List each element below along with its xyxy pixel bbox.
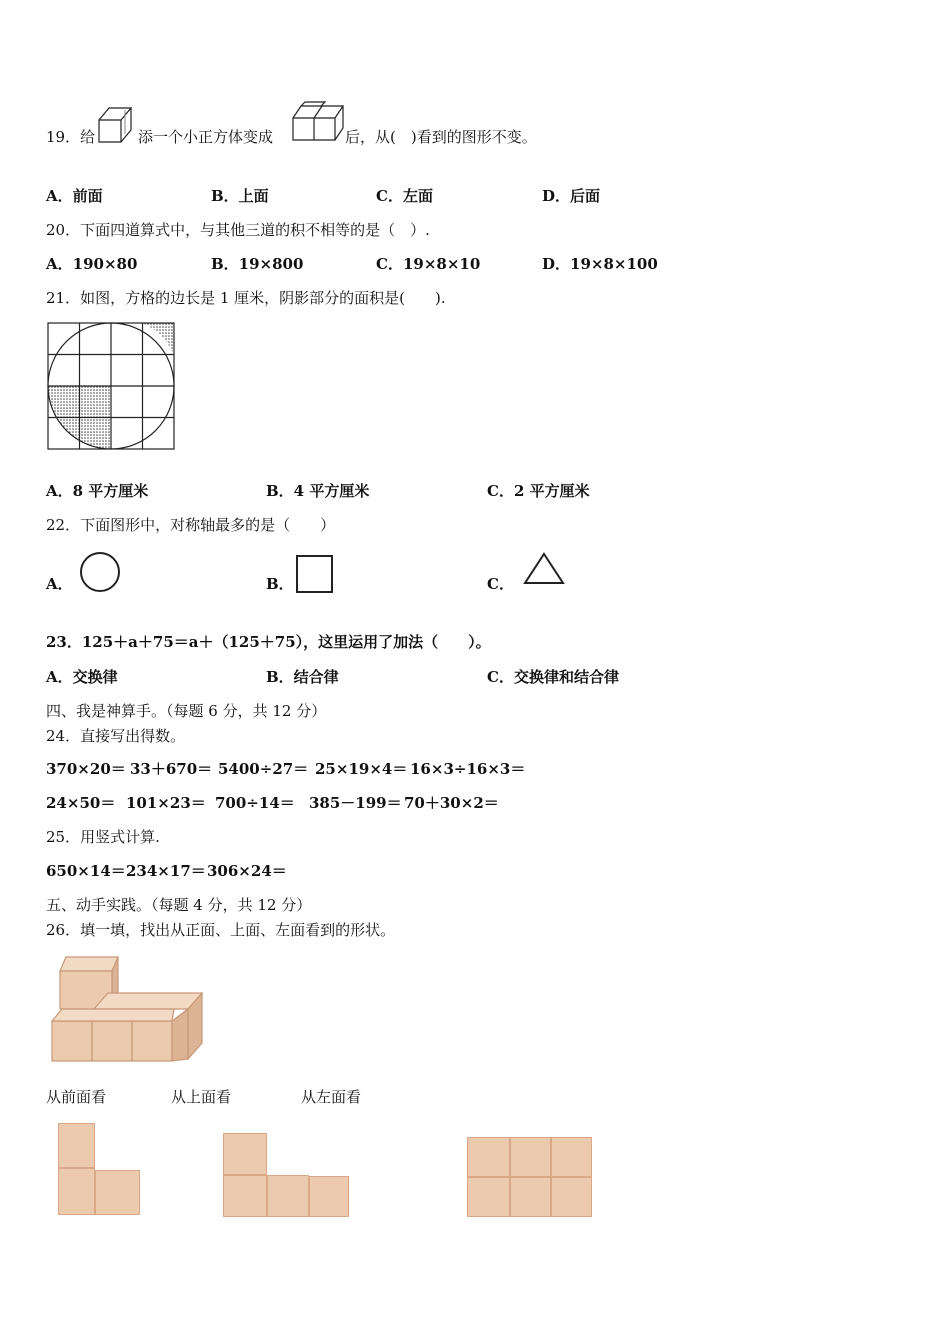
q19-option-d[interactable]: D．后面	[542, 187, 601, 205]
q25-item: 234×17＝	[126, 862, 206, 880]
q25-item: 650×14＝	[46, 862, 126, 880]
q24-item: 24×50＝	[46, 794, 116, 812]
single-cube-stack-icon	[97, 104, 135, 144]
q26-question: 26．填一填，找出从正面、上面、左面看到的形状。	[46, 921, 396, 939]
q21-option-a[interactable]: A．8 平方厘米	[46, 482, 149, 500]
q19-option-a[interactable]: A．前面	[46, 187, 103, 205]
q24-item: 370×20＝	[46, 760, 126, 778]
view-label-left: 从左面看	[301, 1088, 362, 1106]
q21-option-b[interactable]: B．4 平方厘米	[266, 482, 370, 500]
q19-suffix: 后，从( )看到的图形不变。	[345, 128, 537, 146]
q23-question: 23．125＋a＋75＝a＋（125＋75），这里运用了加法（ ）。	[46, 633, 491, 651]
q22-option-b[interactable]: B．	[266, 575, 294, 593]
q20-option-c[interactable]: C．19×8×10	[376, 255, 481, 273]
q22-option-a[interactable]: A．	[46, 575, 73, 593]
q24-item: 16×3÷16×3＝	[410, 760, 526, 778]
q24-item: 25×19×4＝	[315, 760, 408, 778]
q23-option-b[interactable]: B．结合律	[266, 668, 339, 686]
section-5-heading: 五、动手实践。（每题 4 分，共 12 分）	[46, 896, 312, 914]
q22-question: 22．下面图形中，对称轴最多的是（ ）	[46, 516, 336, 534]
q24-item: 70＋30×2＝	[404, 794, 499, 812]
circle-shape-icon	[80, 552, 122, 594]
q23-option-a[interactable]: A．交换律	[46, 668, 118, 686]
q24-question: 24．直接写出得数。	[46, 727, 186, 745]
q19-mid: 添一个小正方体变成	[138, 128, 274, 146]
q20-question: 20．下面四道算式中，与其他三道的积不相等的是（ ）.	[46, 221, 430, 239]
view-label-front: 从前面看	[46, 1088, 107, 1106]
triangle-shape-icon	[524, 552, 566, 586]
q21-question: 21．如图，方格的边长是 1 厘米，阴影部分的面积是( ).	[46, 289, 446, 307]
grid-circle-figure	[48, 323, 176, 451]
q24-item: 700÷14＝	[215, 794, 295, 812]
q25-question: 25．用竖式计算.	[46, 828, 160, 846]
section-4-heading: 四、我是神算手。（每题 6 分，共 12 分）	[46, 702, 327, 720]
q20-option-d[interactable]: D．19×8×100	[542, 255, 658, 273]
q19-option-c[interactable]: C．左面	[376, 187, 433, 205]
q20-option-b[interactable]: B．19×800	[211, 255, 304, 273]
double-cube-icon	[291, 102, 343, 142]
q20-option-a[interactable]: A．190×80	[46, 255, 138, 273]
q21-option-c[interactable]: C．2 平方厘米	[487, 482, 590, 500]
cube-stack-figure	[48, 955, 208, 1067]
q25-item: 306×24＝	[207, 862, 287, 880]
q24-item: 33＋670＝	[130, 760, 213, 778]
view-label-top: 从上面看	[171, 1088, 232, 1106]
square-shape-icon	[296, 555, 334, 593]
q19-prefix: 19．给	[46, 128, 96, 146]
q24-item: 5400÷27＝	[218, 760, 309, 778]
q22-option-c[interactable]: C．	[487, 575, 514, 593]
q24-item: 385－199＝	[309, 794, 402, 812]
q23-option-c[interactable]: C．交换律和结合律	[487, 668, 619, 686]
q19-option-b[interactable]: B．上面	[211, 187, 269, 205]
q24-item: 101×23＝	[126, 794, 206, 812]
